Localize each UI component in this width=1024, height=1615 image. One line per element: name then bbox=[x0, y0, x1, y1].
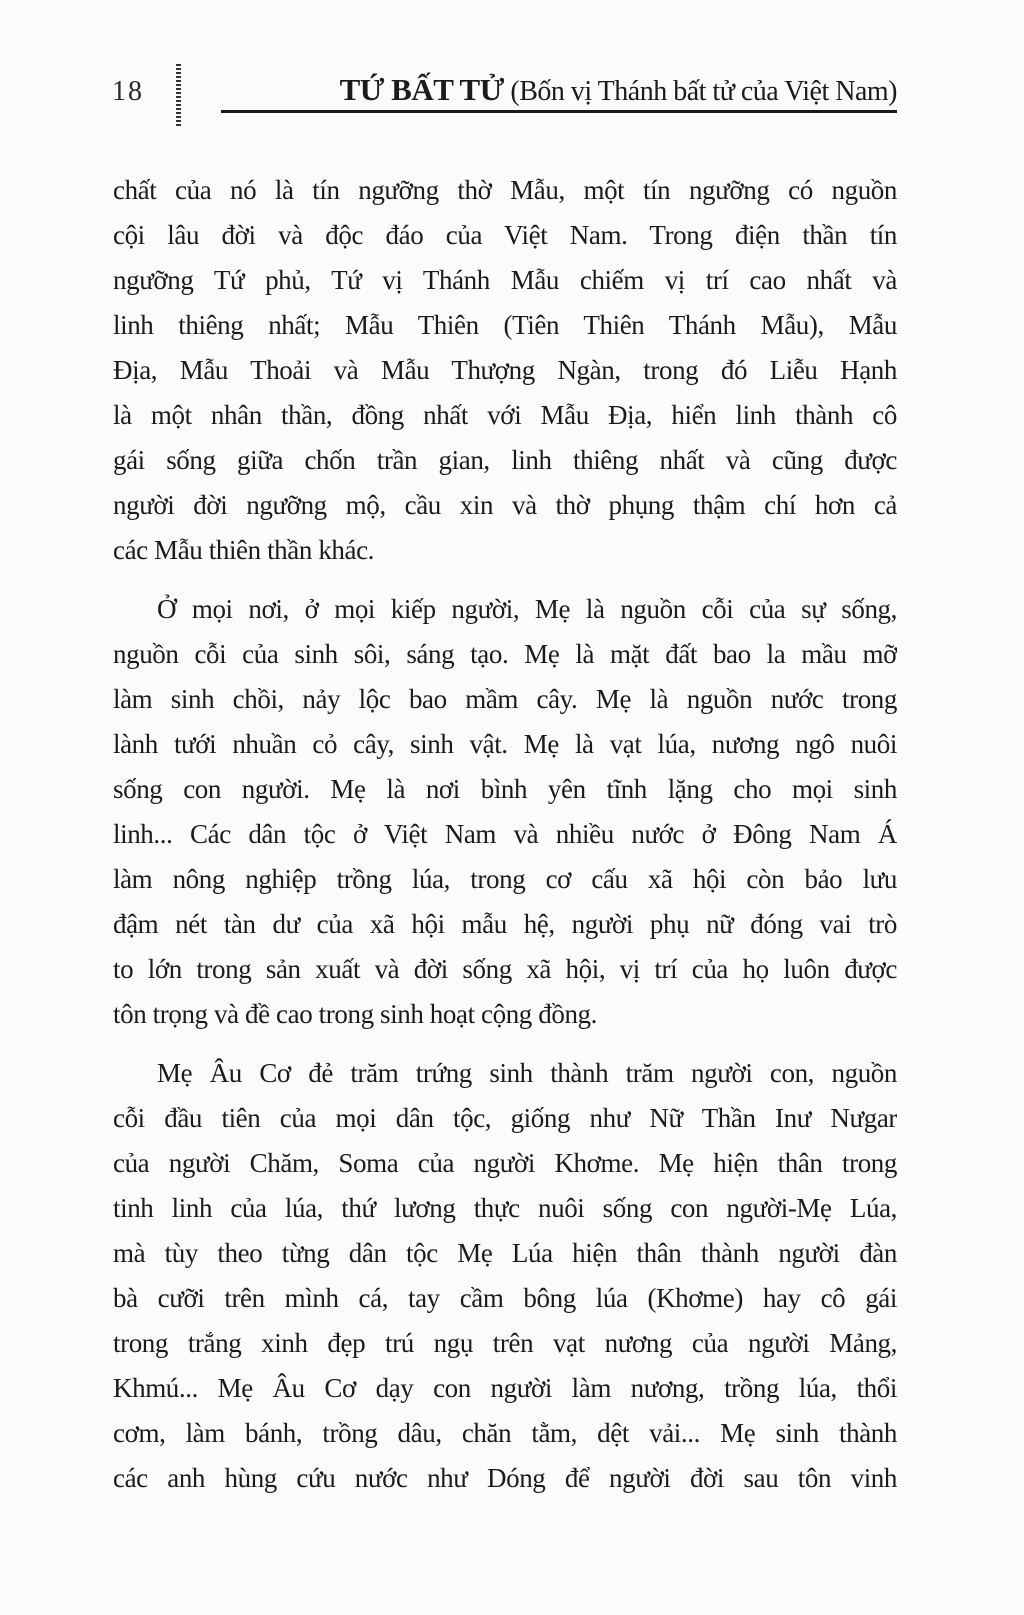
paragraph bbox=[113, 168, 897, 573]
paragraph bbox=[113, 587, 897, 1037]
text-line: linh... Các dân tộc ở Việt Nam và nhiều nước ở Đông Nam Á bbox=[113, 819, 897, 849]
text-line: cơm, làm bánh, trồng dâu, chăn tằm, dệt vải... Mẹ sinh thành bbox=[113, 1418, 897, 1448]
text-line: cỗi đầu tiên của mọi dân tộc, giống như Nữ Thần Inư Nưgar bbox=[113, 1103, 897, 1133]
page-number: 18 bbox=[112, 76, 144, 107]
text-line: linh thiêng nhất; Mẫu Thiên (Tiên Thiên Thánh Mẫu), Mẫu bbox=[113, 310, 897, 340]
text-line: trong trắng xinh đẹp trú ngụ trên vạt nương của người Mảng, bbox=[113, 1328, 897, 1358]
header-rule bbox=[221, 110, 897, 113]
text-line: đậm nét tàn dư của xã hội mẫu hệ, người phụ nữ đóng vai trò bbox=[113, 909, 897, 939]
running-head bbox=[340, 72, 897, 108]
text-line: tinh linh của lúa, thứ lương thực nuôi sống con người-Mẹ Lúa, bbox=[113, 1193, 897, 1223]
running-head-title: TỨ BẤT TỬ bbox=[339, 72, 504, 107]
text-line: cội lâu đời và độc đáo của Việt Nam. Trong điện thần tín bbox=[113, 220, 897, 250]
text-line: sống con người. Mẹ là nơi bình yên tĩnh lặng cho mọi sinh bbox=[113, 774, 897, 804]
page-body bbox=[113, 168, 897, 1501]
text-line: Khmú... Mẹ Âu Cơ dạy con người làm nương, trồng lúa, thổi bbox=[113, 1373, 897, 1403]
text-line: tôn trọng và đề cao trong sinh hoạt cộng đồng. bbox=[113, 999, 598, 1029]
text-line: Địa, Mẫu Thoải và Mẫu Thượng Ngàn, trong đó Liễu Hạnh bbox=[113, 355, 897, 385]
text-line: các Mẫu thiên thần khác. bbox=[113, 535, 375, 565]
text-line: là một nhân thần, đồng nhất với Mẫu Địa, hiển linh thành cô bbox=[113, 400, 897, 430]
text-line: gái sống giữa chốn trần gian, linh thiêng nhất và cũng được bbox=[113, 445, 897, 475]
text-line: lành tưới nhuần cỏ cây, sinh vật. Mẹ là vạt lúa, nương ngô nuôi bbox=[113, 729, 897, 759]
text-line: chất của nó là tín ngưỡng thờ Mẫu, một tín ngưỡng có nguồn bbox=[113, 175, 897, 205]
running-head-subtitle: (Bốn vị Thánh bất tử của Việt Nam) bbox=[503, 76, 897, 107]
text-line: to lớn trong sản xuất và đời sống xã hội, vị trí của họ luôn được bbox=[113, 954, 897, 984]
text-line: làm nông nghiệp trồng lúa, trong cơ cấu xã hội còn bảo lưu bbox=[113, 864, 897, 894]
header-vertical-rule-icon bbox=[176, 64, 181, 128]
text-line: các anh hùng cứu nước như Dóng để người đời sau tôn vinh bbox=[113, 1463, 897, 1493]
text-line: Ở mọi nơi, ở mọi kiếp người, Mẹ là nguồn cỗi của sự sống, bbox=[157, 594, 897, 624]
text-line: người đời ngưỡng mộ, cầu xin và thờ phụng thậm chí hơn cả bbox=[113, 490, 897, 520]
text-line: làm sinh chồi, nảy lộc bao mầm cây. Mẹ là nguồn nước trong bbox=[113, 684, 897, 714]
text-line: mà tùy theo từng dân tộc Mẹ Lúa hiện thân thành người đàn bbox=[113, 1238, 897, 1268]
text-line: nguồn cỗi của sinh sôi, sáng tạo. Mẹ là mặt đất bao la mầu mỡ bbox=[113, 639, 897, 669]
text-line: của người Chăm, Soma của người Khơme. Mẹ hiện thân trong bbox=[113, 1148, 897, 1178]
paragraph bbox=[113, 1051, 897, 1501]
text-line: ngưỡng Tứ phủ, Tứ vị Thánh Mẫu chiếm vị trí cao nhất và bbox=[113, 265, 897, 295]
text-line: bà cưỡi trên mình cá, tay cầm bông lúa (Khơme) hay cô gái bbox=[113, 1283, 897, 1313]
text-line: Mẹ Âu Cơ đẻ trăm trứng sinh thành trăm người con, nguồn bbox=[157, 1058, 897, 1088]
